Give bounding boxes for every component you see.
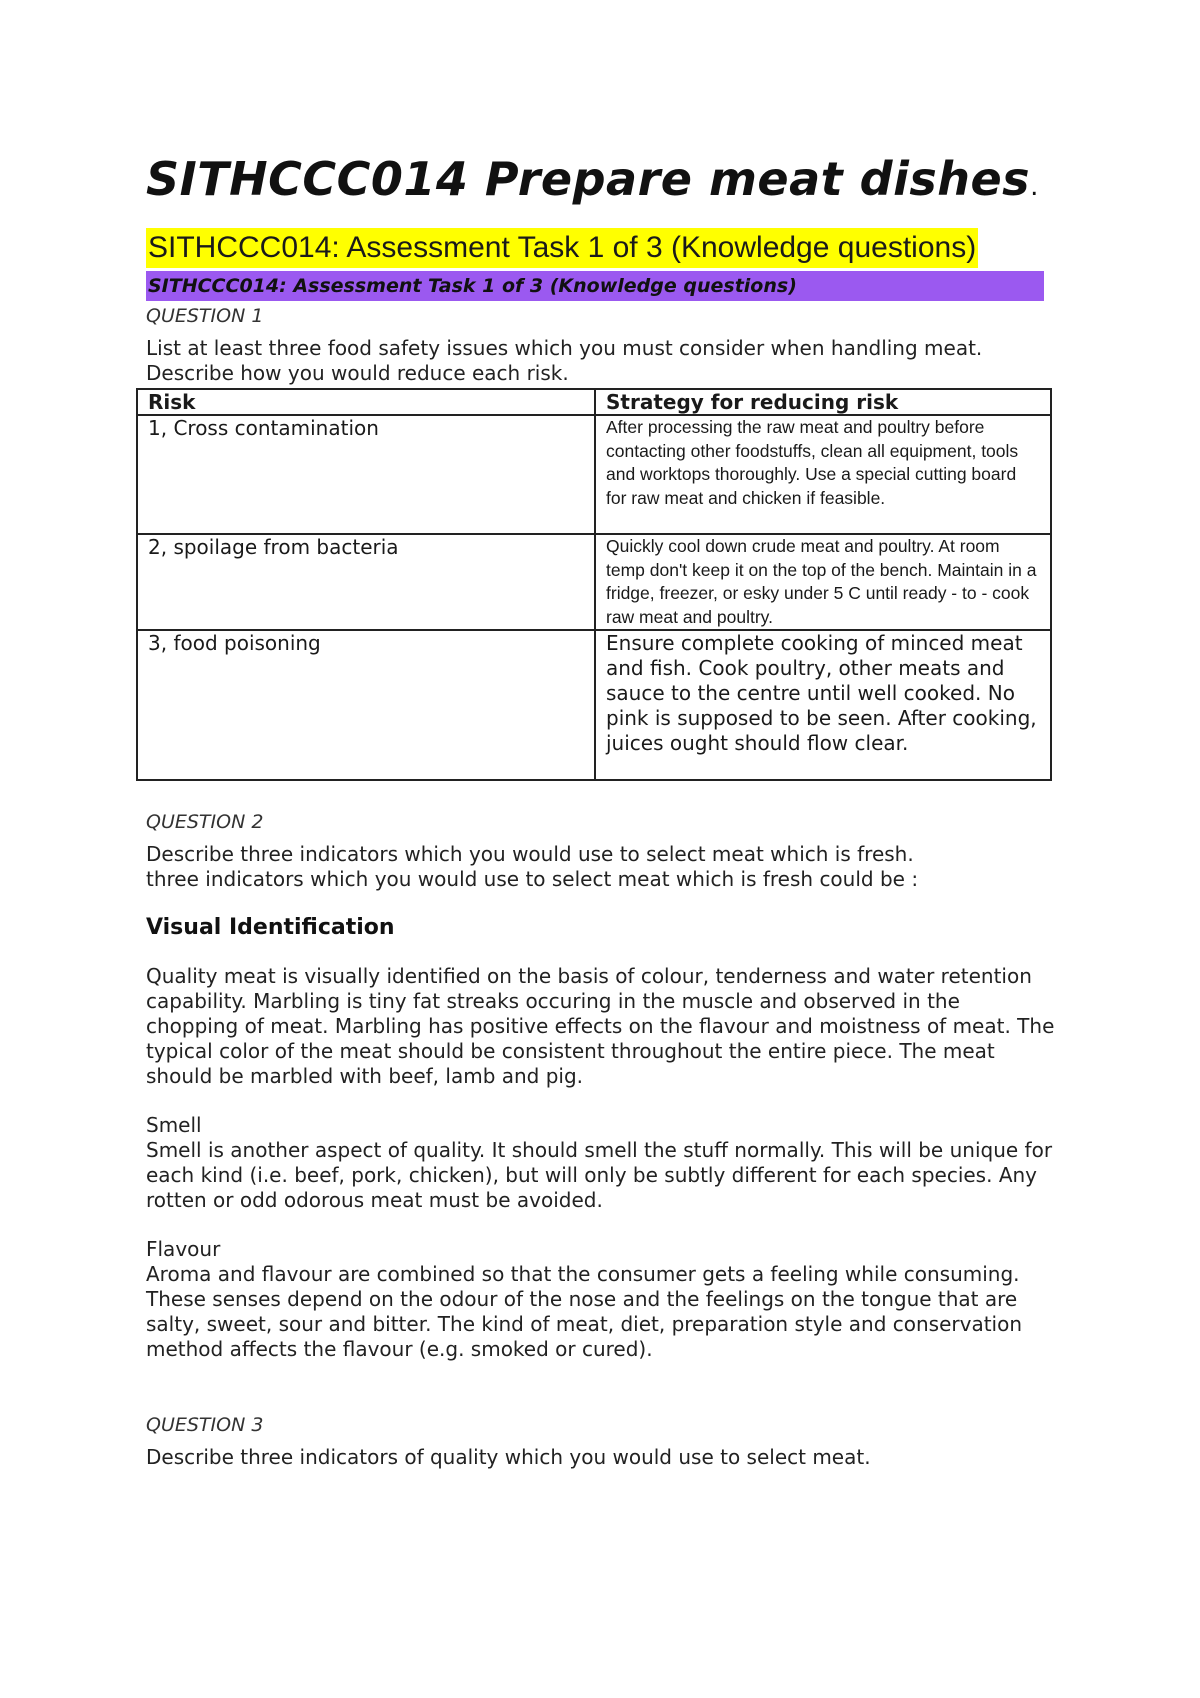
question-2-text-line2: three indicators which you would use to select meat which is fresh could be : [146,867,919,891]
document-title-text: SITHCCC014 Prepare meat dishes [146,152,1031,206]
risk-cell: 2, spoilage from bacteria [137,534,595,630]
document-body [146,148,1056,1470]
flavour-text: Aroma and flavour are combined so that the consumer gets a feeling while consuming. These senses depend on the odour of the nose and the feelings on the tongue that are salty, sweet, sour and bitter. The kind of meat, diet, preparation style and conservation method affects the flavour (e.g. smoked or cured). [146,1262,1023,1361]
table-row [137,534,1051,630]
question-1-text-line2: Describe how you would reduce each risk. [146,361,569,385]
risk-table [136,388,1052,781]
risk-cell: 3, food poisoning [137,630,595,780]
question-2-text-line1: Describe three indicators which you would use to select meat which is fresh. [146,842,914,866]
document-title [146,148,1056,218]
visual-identification-text: Quality meat is visually identified on the basis of colour, tenderness and water retention capability. Marbling is tiny fat streaks occuring in the muscle and observed in the chopping of meat. Marbling has positive effects on the flavour and moistness of meat. The typical color of the meat should be consistent throughout the entire piece. The meat should be marbled with beef, lamb and pig. [146,964,1055,1088]
strategy-cell: After processing the raw meat and poultry before contacting other foodstuffs, clean all equipment, tools and worktops thoroughly. Use a special cutting board for raw meat and chicken if feasible. [595,415,1051,534]
flavour-heading: Flavour [146,1237,221,1261]
yellow-heading-wrapper [146,218,1056,268]
assessment-heading-yellow: SITHCCC014: Assessment Task 1 of 3 (Knowledge questions) [146,228,978,268]
table-row [137,415,1051,534]
question-1-label: QUESTION 1 [146,305,264,327]
visual-identification-heading: Visual Identification [146,915,395,940]
question-3-text: Describe three indicators of quality which you would use to select meat. [146,1445,871,1469]
question-1-text-line1: List at least three food safety issues which you must consider when handling meat. [146,336,983,360]
document-title-dot: . [1030,172,1039,202]
smell-text: Smell is another aspect of quality. It should smell the stuff normally. This will be unique for each kind (i.e. beef, pork, chicken), but will only be subtly different for each species. Any rotten or odd odorous meat must be avoided. [146,1138,1053,1212]
strategy-cell: Quickly cool down crude meat and poultry. At room temp don't keep it on the top of the bench. Maintain in a fridge, freezer, or esky under 5 C until ready - to - cook raw meat and poultry. [595,534,1051,630]
question-2-label: QUESTION 2 [146,811,264,833]
smell-heading: Smell [146,1113,202,1137]
table-row [137,630,1051,780]
risk-cell: 1, Cross contamination [137,415,595,534]
strategy-column-header: Strategy for reducing risk [595,389,1051,415]
risk-table-header-row [137,389,1051,415]
assessment-heading-purple: SITHCCC014: Assessment Task 1 of 3 (Knowledge questions) [146,271,1044,301]
risk-column-header: Risk [137,389,595,415]
question-3-label: QUESTION 3 [146,1414,264,1436]
strategy-cell: Ensure complete cooking of minced meat and fish. Cook poultry, other meats and sauce to the centre until well cooked. No pink is supposed to be seen. After cooking, juices ought should flow clear. [595,630,1051,780]
